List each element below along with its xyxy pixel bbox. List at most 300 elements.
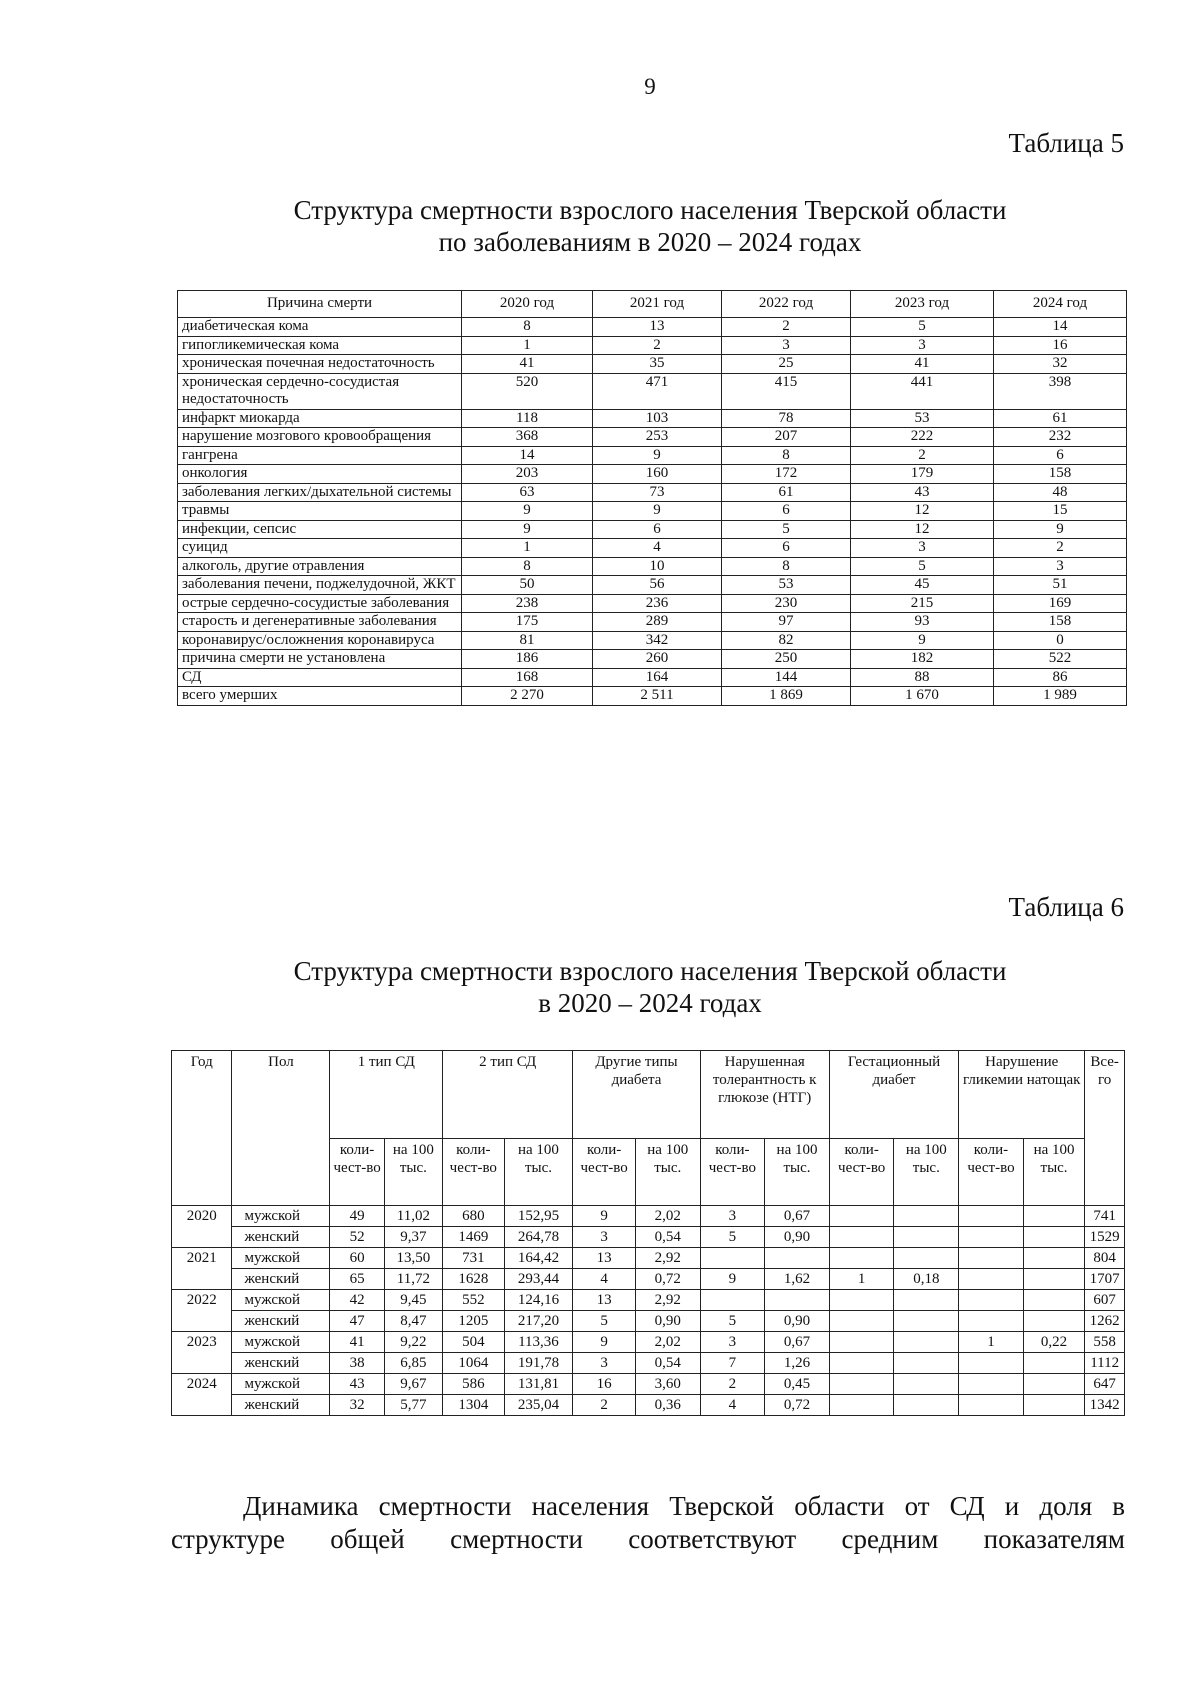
column-header: 2021 год	[593, 291, 722, 318]
value-cell	[1023, 1269, 1085, 1290]
value-cell	[894, 1395, 959, 1416]
value-cell: 86	[994, 668, 1127, 687]
table-row	[172, 1248, 1125, 1269]
value-cell: 8	[722, 557, 851, 576]
value-cell	[894, 1353, 959, 1374]
column-group-header: Гестационный диабет	[829, 1051, 958, 1139]
value-cell: 368	[462, 428, 593, 447]
sex-cell: мужской	[232, 1332, 330, 1353]
value-cell	[959, 1311, 1024, 1332]
table-header-row	[178, 291, 1127, 318]
total-cell: 607	[1085, 1290, 1125, 1311]
value-cell: 1304	[443, 1395, 505, 1416]
value-cell	[894, 1206, 959, 1227]
value-cell: 9	[700, 1269, 765, 1290]
column-group-header: Нарушенная толерантность к глюкозе (НТГ)	[700, 1051, 829, 1139]
value-cell: 5	[700, 1227, 765, 1248]
value-cell: 88	[851, 668, 994, 687]
value-cell: 172	[722, 465, 851, 484]
value-cell: 9	[573, 1332, 636, 1353]
value-cell	[959, 1353, 1024, 1374]
value-cell: 16	[994, 336, 1127, 355]
value-cell: 5	[700, 1311, 765, 1332]
cause-cell: инфаркт миокарда	[178, 409, 462, 428]
value-cell: 6	[593, 520, 722, 539]
value-cell: 144	[722, 668, 851, 687]
value-cell: 552	[443, 1290, 505, 1311]
value-cell: 51	[994, 576, 1127, 595]
table-row	[178, 520, 1127, 539]
value-cell: 0,67	[765, 1206, 830, 1227]
value-cell: 93	[851, 613, 994, 632]
value-cell: 3,60	[635, 1374, 700, 1395]
value-cell: 0,54	[635, 1227, 700, 1248]
value-cell: 731	[443, 1248, 505, 1269]
value-cell	[894, 1248, 959, 1269]
value-cell	[959, 1374, 1024, 1395]
value-cell	[959, 1269, 1024, 1290]
sex-cell: женский	[232, 1353, 330, 1374]
subheader-count: коли-чест-во	[443, 1139, 505, 1206]
table-header-row	[172, 1051, 1125, 1139]
column-group-header: 1 тип СД	[330, 1051, 443, 1139]
value-cell: 53	[851, 409, 994, 428]
value-cell: 6	[722, 539, 851, 558]
table-row	[178, 557, 1127, 576]
table-row	[178, 668, 1127, 687]
value-cell: 11,02	[384, 1206, 442, 1227]
value-cell: 203	[462, 465, 593, 484]
value-cell: 12	[851, 502, 994, 521]
value-cell: 41	[851, 355, 994, 374]
value-cell: 2	[851, 446, 994, 465]
value-cell: 3	[851, 539, 994, 558]
value-cell	[1023, 1395, 1085, 1416]
value-cell: 293,44	[504, 1269, 573, 1290]
value-cell: 42	[330, 1290, 384, 1311]
value-cell: 2,92	[635, 1290, 700, 1311]
value-cell: 3	[700, 1332, 765, 1353]
value-cell: 0,36	[635, 1395, 700, 1416]
value-cell: 9	[593, 446, 722, 465]
value-cell: 2	[593, 336, 722, 355]
subheader-rate: на 100 тыс.	[765, 1139, 830, 1206]
value-cell: 3	[573, 1353, 636, 1374]
sex-cell: женский	[232, 1395, 330, 1416]
value-cell: 186	[462, 650, 593, 669]
sex-cell: женский	[232, 1269, 330, 1290]
value-cell: 179	[851, 465, 994, 484]
table6-title-line: Структура смертности взрослого населения Тверской области	[293, 956, 1007, 986]
table-row	[178, 355, 1127, 374]
value-cell: 5	[722, 520, 851, 539]
value-cell: 48	[994, 483, 1127, 502]
value-cell	[829, 1332, 894, 1353]
value-cell: 9,67	[384, 1374, 442, 1395]
value-cell: 215	[851, 594, 994, 613]
value-cell: 78	[722, 409, 851, 428]
subheader-rate: на 100 тыс.	[635, 1139, 700, 1206]
cause-cell: алкоголь, другие отравления	[178, 557, 462, 576]
value-cell: 5	[573, 1311, 636, 1332]
value-cell	[959, 1248, 1024, 1269]
subheader-count: коли-чест-во	[959, 1139, 1024, 1206]
subheader-count: коли-чест-во	[573, 1139, 636, 1206]
value-cell: 3	[851, 336, 994, 355]
cause-cell: всего умерших	[178, 687, 462, 706]
value-cell: 45	[851, 576, 994, 595]
value-cell: 182	[851, 650, 994, 669]
value-cell: 113,36	[504, 1332, 573, 1353]
total-cell: 1342	[1085, 1395, 1125, 1416]
value-cell: 32	[994, 355, 1127, 374]
subheader-rate: на 100 тыс.	[504, 1139, 573, 1206]
value-cell: 10	[593, 557, 722, 576]
value-cell: 2 270	[462, 687, 593, 706]
table-row	[178, 483, 1127, 502]
value-cell: 63	[462, 483, 593, 502]
cause-cell: острые сердечно-сосудистые заболевания	[178, 594, 462, 613]
table5-title-line: по заболеваниям в 2020 – 2024 годах	[438, 227, 862, 257]
value-cell: 65	[330, 1269, 384, 1290]
value-cell: 35	[593, 355, 722, 374]
column-group-header: Другие типы диабета	[573, 1051, 700, 1139]
table-row	[172, 1353, 1125, 1374]
value-cell: 1,26	[765, 1353, 830, 1374]
value-cell: 680	[443, 1206, 505, 1227]
value-cell: 207	[722, 428, 851, 447]
value-cell: 289	[593, 613, 722, 632]
value-cell: 160	[593, 465, 722, 484]
value-cell: 0	[994, 631, 1127, 650]
value-cell: 586	[443, 1374, 505, 1395]
table-row	[178, 336, 1127, 355]
value-cell: 13	[593, 318, 722, 337]
value-cell: 61	[722, 483, 851, 502]
value-cell: 3	[573, 1227, 636, 1248]
sex-cell: мужской	[232, 1206, 330, 1227]
value-cell: 158	[994, 613, 1127, 632]
value-cell: 12	[851, 520, 994, 539]
value-cell: 232	[994, 428, 1127, 447]
value-cell: 43	[330, 1374, 384, 1395]
value-cell	[959, 1290, 1024, 1311]
value-cell: 73	[593, 483, 722, 502]
cause-cell: гангрена	[178, 446, 462, 465]
value-cell: 6,85	[384, 1353, 442, 1374]
table-row	[178, 594, 1127, 613]
cause-cell: инфекции, сепсис	[178, 520, 462, 539]
value-cell	[1023, 1374, 1085, 1395]
value-cell: 0,45	[765, 1374, 830, 1395]
value-cell: 1	[462, 539, 593, 558]
table-row	[172, 1269, 1125, 1290]
value-cell: 191,78	[504, 1353, 573, 1374]
value-cell: 38	[330, 1353, 384, 1374]
sex-cell: мужской	[232, 1374, 330, 1395]
year-cell: 2022	[172, 1290, 232, 1332]
value-cell: 0,90	[765, 1311, 830, 1332]
value-cell: 25	[722, 355, 851, 374]
table-row	[178, 687, 1127, 706]
cause-cell: травмы	[178, 502, 462, 521]
column-header: 2024 год	[994, 291, 1127, 318]
value-cell	[765, 1248, 830, 1269]
value-cell: 81	[462, 631, 593, 650]
table-row	[172, 1395, 1125, 1416]
value-cell: 6	[994, 446, 1127, 465]
value-cell: 0,90	[635, 1311, 700, 1332]
value-cell: 2 511	[593, 687, 722, 706]
value-cell: 13	[573, 1248, 636, 1269]
value-cell: 7	[700, 1353, 765, 1374]
value-cell: 1064	[443, 1353, 505, 1374]
cause-cell: коронавирус/осложнения коронавируса	[178, 631, 462, 650]
value-cell: 14	[462, 446, 593, 465]
value-cell: 15	[994, 502, 1127, 521]
value-cell	[829, 1227, 894, 1248]
value-cell: 4	[593, 539, 722, 558]
value-cell	[1023, 1353, 1085, 1374]
subheader-rate: на 100 тыс.	[384, 1139, 442, 1206]
value-cell: 0,72	[635, 1269, 700, 1290]
value-cell: 168	[462, 668, 593, 687]
value-cell: 4	[573, 1269, 636, 1290]
value-cell	[894, 1290, 959, 1311]
value-cell	[700, 1248, 765, 1269]
value-cell: 398	[994, 373, 1127, 409]
value-cell: 169	[994, 594, 1127, 613]
page-number: 9	[644, 74, 656, 99]
table-row	[178, 318, 1127, 337]
cause-cell: онкология	[178, 465, 462, 484]
value-cell	[829, 1353, 894, 1374]
value-cell: 16	[573, 1374, 636, 1395]
table-row	[178, 650, 1127, 669]
value-cell	[829, 1248, 894, 1269]
value-cell: 236	[593, 594, 722, 613]
value-cell: 2	[573, 1395, 636, 1416]
table6-title	[175, 955, 1125, 1019]
total-cell: 1529	[1085, 1227, 1125, 1248]
cause-cell: хроническая почечная недостаточность	[178, 355, 462, 374]
value-cell: 8	[462, 318, 593, 337]
value-cell: 0,22	[1023, 1332, 1085, 1353]
table6-label: Таблица 6	[1008, 892, 1124, 922]
value-cell: 47	[330, 1311, 384, 1332]
value-cell: 0,18	[894, 1269, 959, 1290]
table-row	[172, 1311, 1125, 1332]
cause-cell: хроническая сердечно-сосудистая недостаточность	[178, 373, 462, 409]
column-header: Причина смерти	[178, 291, 462, 318]
value-cell: 238	[462, 594, 593, 613]
value-cell: 53	[722, 576, 851, 595]
total-cell: 741	[1085, 1206, 1125, 1227]
value-cell	[959, 1206, 1024, 1227]
column-header: 2023 год	[851, 291, 994, 318]
subheader-count: коли-чест-во	[330, 1139, 384, 1206]
table5-label: Таблица 5	[1008, 128, 1124, 158]
table-row	[172, 1290, 1125, 1311]
value-cell: 124,16	[504, 1290, 573, 1311]
value-cell	[829, 1311, 894, 1332]
value-cell: 230	[722, 594, 851, 613]
subheader-rate: на 100 тыс.	[894, 1139, 959, 1206]
table-row	[172, 1206, 1125, 1227]
value-cell: 41	[462, 355, 593, 374]
value-cell: 14	[994, 318, 1127, 337]
value-cell: 2	[722, 318, 851, 337]
value-cell: 41	[330, 1332, 384, 1353]
value-cell: 175	[462, 613, 593, 632]
value-cell: 50	[462, 576, 593, 595]
value-cell: 61	[994, 409, 1127, 428]
cause-cell: заболевания легких/дыхательной системы	[178, 483, 462, 502]
value-cell: 1 869	[722, 687, 851, 706]
value-cell	[700, 1290, 765, 1311]
cause-cell: суицид	[178, 539, 462, 558]
year-cell: 2020	[172, 1206, 232, 1248]
total-cell: 647	[1085, 1374, 1125, 1395]
table-row	[178, 446, 1127, 465]
table-row	[178, 465, 1127, 484]
value-cell: 5,77	[384, 1395, 442, 1416]
value-cell	[1023, 1227, 1085, 1248]
value-cell: 2,02	[635, 1332, 700, 1353]
value-cell: 97	[722, 613, 851, 632]
value-cell: 6	[722, 502, 851, 521]
value-cell: 0,90	[765, 1227, 830, 1248]
value-cell: 60	[330, 1248, 384, 1269]
value-cell: 415	[722, 373, 851, 409]
table-row	[172, 1332, 1125, 1353]
column-header-sex: Пол	[232, 1051, 330, 1206]
year-cell: 2021	[172, 1248, 232, 1290]
value-cell: 82	[722, 631, 851, 650]
table-row	[178, 613, 1127, 632]
value-cell: 0,67	[765, 1332, 830, 1353]
column-header-total: Все-го	[1085, 1051, 1125, 1206]
value-cell: 1628	[443, 1269, 505, 1290]
value-cell: 11,72	[384, 1269, 442, 1290]
value-cell: 52	[330, 1227, 384, 1248]
mortality-by-disease-table	[177, 290, 1127, 706]
value-cell: 3	[994, 557, 1127, 576]
table5-title	[175, 194, 1125, 258]
cause-cell: диабетическая кома	[178, 318, 462, 337]
value-cell	[894, 1374, 959, 1395]
value-cell: 217,20	[504, 1311, 573, 1332]
column-group-header: 2 тип СД	[443, 1051, 573, 1139]
sex-cell: женский	[232, 1311, 330, 1332]
column-header-year: Год	[172, 1051, 232, 1206]
value-cell: 3	[700, 1206, 765, 1227]
diabetes-mortality-table	[171, 1050, 1125, 1416]
value-cell: 103	[593, 409, 722, 428]
value-cell: 1 670	[851, 687, 994, 706]
table-row	[178, 631, 1127, 650]
value-cell: 250	[722, 650, 851, 669]
table-row	[172, 1227, 1125, 1248]
value-cell: 158	[994, 465, 1127, 484]
value-cell: 43	[851, 483, 994, 502]
sex-cell: женский	[232, 1227, 330, 1248]
total-cell: 558	[1085, 1332, 1125, 1353]
table-row	[178, 428, 1127, 447]
year-cell: 2024	[172, 1374, 232, 1416]
value-cell: 9,45	[384, 1290, 442, 1311]
value-cell: 1469	[443, 1227, 505, 1248]
cause-cell: причина смерти не установлена	[178, 650, 462, 669]
value-cell	[1023, 1206, 1085, 1227]
value-cell: 5	[851, 318, 994, 337]
value-cell: 164	[593, 668, 722, 687]
value-cell: 8,47	[384, 1311, 442, 1332]
value-cell: 32	[330, 1395, 384, 1416]
sex-cell: мужской	[232, 1290, 330, 1311]
value-cell: 342	[593, 631, 722, 650]
value-cell: 1	[959, 1332, 1024, 1353]
value-cell: 1205	[443, 1311, 505, 1332]
value-cell: 49	[330, 1206, 384, 1227]
total-cell: 1707	[1085, 1269, 1125, 1290]
sex-cell: мужской	[232, 1248, 330, 1269]
table-row	[178, 373, 1127, 409]
value-cell	[829, 1206, 894, 1227]
value-cell: 9,22	[384, 1332, 442, 1353]
value-cell	[829, 1290, 894, 1311]
column-header: 2022 год	[722, 291, 851, 318]
value-cell: 1,62	[765, 1269, 830, 1290]
value-cell: 522	[994, 650, 1127, 669]
subheader-rate: на 100 тыс.	[1023, 1139, 1085, 1206]
value-cell: 56	[593, 576, 722, 595]
value-cell: 2	[700, 1374, 765, 1395]
column-group-header: Нарушение гликемии натощак	[959, 1051, 1085, 1139]
total-cell: 804	[1085, 1248, 1125, 1269]
value-cell: 2,02	[635, 1206, 700, 1227]
cause-cell: заболевания печени, поджелудочной, ЖКТ	[178, 576, 462, 595]
cause-cell: СД	[178, 668, 462, 687]
value-cell: 235,04	[504, 1395, 573, 1416]
value-cell: 118	[462, 409, 593, 428]
closing-paragraph: Динамика смертности населения Тверской области от СД и доля в структуре общей смертности соответствуют средним показателям	[171, 1491, 1125, 1554]
value-cell	[829, 1374, 894, 1395]
table6-title-line: в 2020 – 2024 годах	[538, 988, 762, 1018]
table-row	[172, 1374, 1125, 1395]
value-cell: 504	[443, 1332, 505, 1353]
value-cell	[1023, 1290, 1085, 1311]
cause-cell: старость и дегенеративные заболевания	[178, 613, 462, 632]
value-cell	[959, 1395, 1024, 1416]
value-cell	[1023, 1311, 1085, 1332]
value-cell	[894, 1311, 959, 1332]
cause-cell: нарушение мозгового кровообращения	[178, 428, 462, 447]
value-cell: 9	[851, 631, 994, 650]
table-row	[178, 539, 1127, 558]
value-cell: 520	[462, 373, 593, 409]
table-row	[178, 576, 1127, 595]
value-cell	[894, 1332, 959, 1353]
total-cell: 1112	[1085, 1353, 1125, 1374]
value-cell: 131,81	[504, 1374, 573, 1395]
value-cell: 260	[593, 650, 722, 669]
value-cell: 9	[462, 520, 593, 539]
value-cell: 164,42	[504, 1248, 573, 1269]
value-cell: 1	[462, 336, 593, 355]
value-cell: 152,95	[504, 1206, 573, 1227]
value-cell	[829, 1395, 894, 1416]
